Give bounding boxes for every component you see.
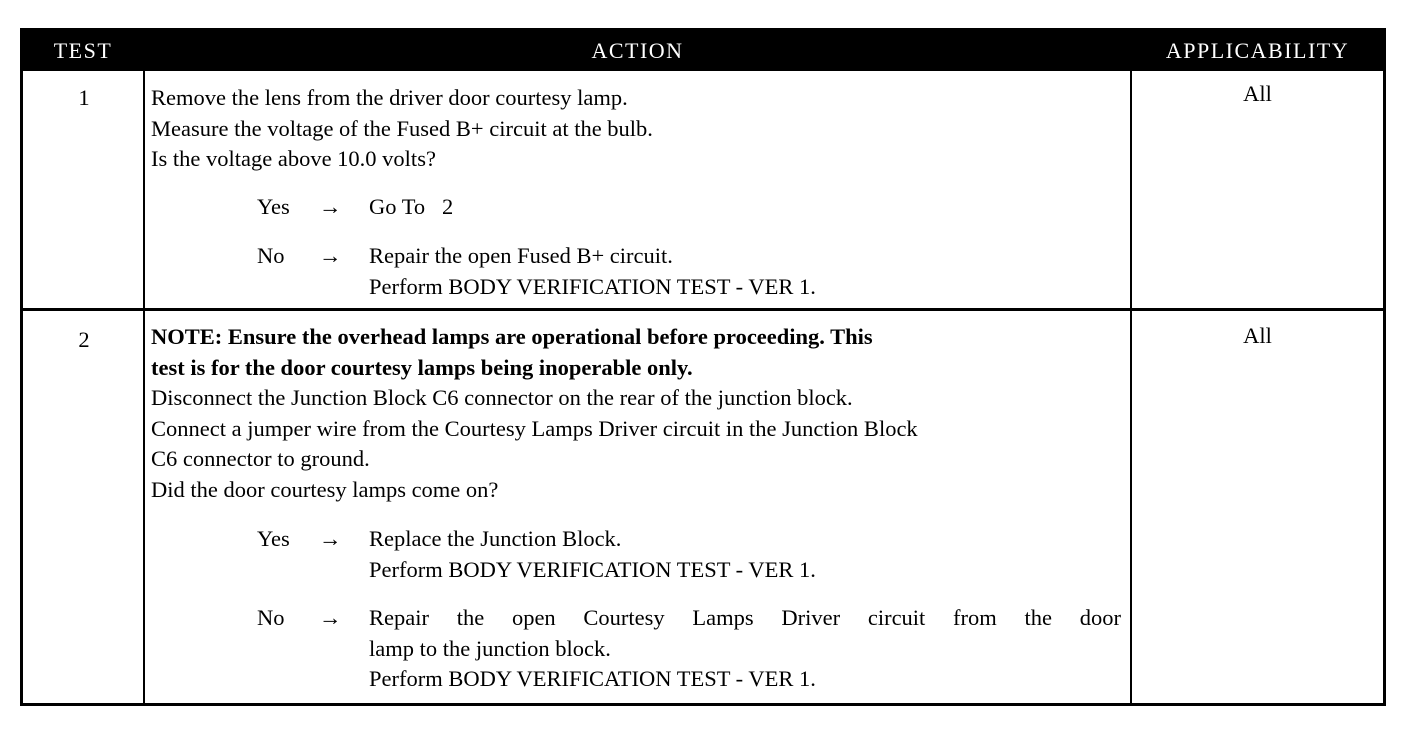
column-divider [1130,71,1132,703]
action-line: Did the door courtesy lamps come on? [151,476,499,502]
result-line: lamp to the junction block. [369,635,611,661]
note-line: NOTE: Ensure the overhead lamps are operational before proceeding. This [151,324,873,349]
action-line: Measure the voltage of the Fused B+ circuit at the bulb. [151,115,653,141]
result-line: Perform BODY VERIFICATION TEST - VER 1. [369,273,816,299]
action-line: Connect a jumper wire from the Courtesy Lamps Driver circuit in the Junction Block [151,415,918,441]
result-line: Perform BODY VERIFICATION TEST - VER 1. [369,666,816,691]
action-line: Remove the lens from the driver door courtesy lamp. [151,85,628,110]
table-header [23,31,1383,71]
action-line: Is the voltage above 10.0 volts? [151,146,436,171]
row-1-test-number: 1 [78,85,90,110]
action-line: Disconnect the Junction Block C6 connector on the rear of the junction block. [151,385,853,410]
row-1-applicability: All [1243,81,1272,106]
row-divider [23,308,1383,311]
row-2-applicability: All [1243,323,1272,348]
yes-label: Yes [257,526,290,551]
arrow-right-icon: → [319,194,342,219]
no-result [369,241,816,302]
column-divider [143,71,145,703]
result-line: Repair the open Fused B+ circuit. [369,243,673,268]
no-label: No [257,605,285,630]
arrow-right-icon: → [319,243,342,268]
action-line: C6 connector to ground. [151,446,370,471]
diagnostic-table [20,28,1386,706]
row-2-test-number: 2 [78,327,90,352]
yes-result [369,524,816,585]
header-test: TEST [53,38,113,63]
header-action: ACTION [591,38,684,63]
yes-result [369,192,453,223]
result-line: Repair the open Courtesy Lamps Driver circuit from the door [369,605,1121,630]
no-label: No [257,243,285,268]
note-line: test is for the door courtesy lamps being inoperable only. [151,354,693,380]
result-line: Replace the Junction Block. [369,526,622,551]
row-2-action [151,322,1126,505]
header-applicability: APPLICABILITY [1165,38,1350,63]
result-line: Go To 2 [369,194,454,219]
arrow-right-icon: → [319,526,342,551]
arrow-right-icon: → [319,605,342,630]
row-1-action [151,83,1126,175]
no-result [369,603,1121,695]
result-line: Perform BODY VERIFICATION TEST - VER 1. [369,556,816,582]
yes-label: Yes [257,194,290,219]
